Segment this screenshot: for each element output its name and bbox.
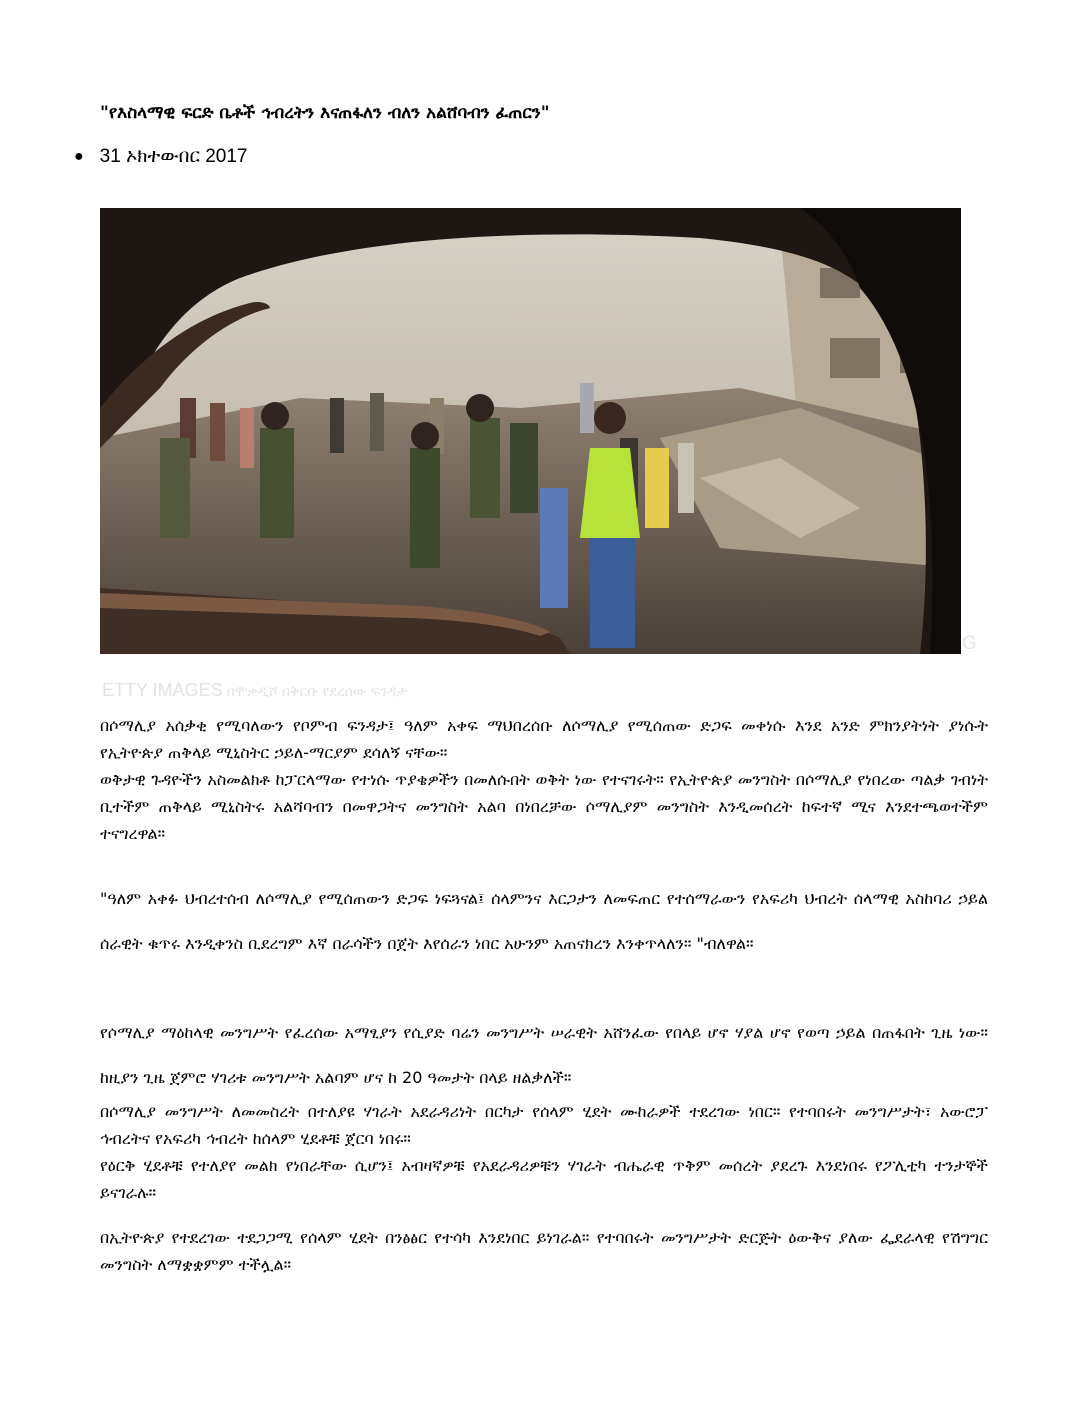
article-headline: "የእስላማዊ ፍርድ ቤቶች ኅብረትን እናጠፋለን ብለን አልሸባብን ፈጠርን" [100,103,550,123]
bullet-icon: ● [74,148,84,165]
photo-illustration [100,208,961,654]
article-photo [100,208,961,654]
paragraph-1: በሶማሊያ አሰቃቂ የሚባለውን የቦምብ ፍንዳታ፤ ዓለም አቀፍ ማህበረሰቡ ለሶማሊያ የሚሰጠው ድጋፍ መቀነሱ እንደ አንድ ምክንያትነት ያነሱት የኢትዮጵያ ጠቅላይ ሚኒስትር ኃይለ-ማርያም ደሳለኝ ናቸው። [100,716,988,762]
article-date: 31 ኦክተውበር 2017 [99,146,248,167]
paragraph-4: የሶማሊያ ማዕከላዊ መንግሥት የፈረሰው አማፂያን የሲያድ ባሬን መንግሥት ሠራዊት አሸንፈው የበላይ ሆኖ ሃያል ሆኖ የወጣ ኃይል በጠፋበት ጊዜ ነው። ከዚያን ጊዜ ጀምሮ ሃገሪቱ መንግሥት አልባም ሆና ከ 20 ዓመታት በላይ ዘልቃለች። [100,1023,988,1087]
photo-caption-line [102,680,407,701]
paragraph-6: የዕርቅ ሂደቶቹ የተለያየ መልክ የነበራቸው ሲሆን፤ አብዛኛዎቹ የአደራዳሪዎቹን ሃገራት ብሔራዊ ጥቅም መሰረት ያደረጉ እንደነበሩ የፖሊቲካ ተንታኞች ይናገራሉ። [100,1156,988,1202]
paragraph-3-quote: "ዓለም አቀፉ ህብረተሰብ ለሶማሊያ የሚሰጠውን ድጋፍ ነፍጓናል፤ ሰላምንና እርጋታን ለመፍጠር የተሰማራውን የአፍሪካ ህብረት ሰላማዊ አስከባሪ ኃይል ሰራዊት ቁጥሩ እንዲቀንስ ቢደረግም እኛ በራሳችን በጀት እየሰራን ነበር አሁንም አጠናክረን እንቀጥላለን። "ብለዋል። [100,889,988,953]
photo-credit: ETTY IMAGES [102,680,223,700]
photo-credit-fragment: G [962,633,977,654]
paragraph-2: ወቅታዊ ጉዳዮችን አስመልክቶ ከፓርላማው የተነሱ ጥያቄዎችን በመለሱበት ወቅት ነው የተናገሩት። የኢትዮጵያ መንግስት በሶማሊያ የነበረው ጣልቃ ገብነት ቢተችም ጠቅላይ ሚኒስትሩ አልሻባብን በመዋጋትና መንግስት አልባ በነበረቻው ሶማሊያም መንግስት እንዲመሰረት ከፍተኛ ሚና እንደተጫወተችም ተናግረዋል። [100,770,988,843]
paragraph-7: በኢትዮጵያ የተደረገው ተደጋጋሚ የሰላም ሂደት በንፅፅር የተሳካ እንደነበር ይነገራል። የተባበሩት መንግሥታት ድርጅት ዕውቅና ያለው ፌደራላዊ የሽግግር መንግስት ለማቋቋምም ተችሏል። [100,1228,988,1274]
paragraph-5: በሶማሊያ መንግሥት ለመመስረት በተለያዩ ሃገራት አደራዳሪነት በርካታ የሰላም ሂደት ሙከራዎች ተደረገው ነበር። የተባበሩት መንግሥታት፣ አውሮፓ ኅብረትና የአፍሪካ ኅብረት ከሰላም ሂደቶቹ ጀርባ ነበሩ። [100,1102,988,1148]
article-date-row [74,146,248,168]
photo-caption: በሞቃዲሾ በቅርቡ የደረሰው ፍንዳታ [226,684,407,700]
